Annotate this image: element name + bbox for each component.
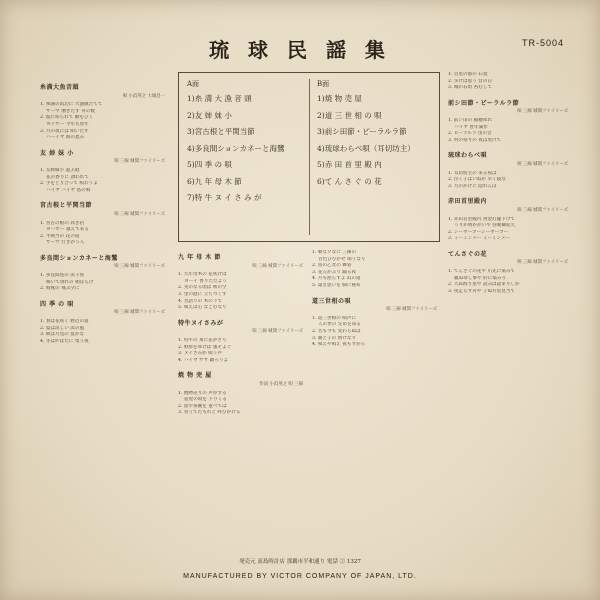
lyric-line: ヨーホー 越えて来る (40, 227, 89, 233)
lyric-line: 3. 夜走らす舟や 子ぬ方星見当て (448, 288, 516, 294)
lyric-line: 2. ピーラルラ 笛の音 (448, 131, 492, 137)
lyric-line: 1. 糸満の浜辺に 大漁旗たてて (40, 102, 103, 108)
section-gap (178, 312, 303, 316)
song-title: 友 姉 妹 小 (40, 149, 74, 157)
section-gap (40, 247, 165, 251)
track-b-1: 1)焼 物 売 屋 (317, 94, 362, 103)
song-title: 四 季 の 唄 (40, 300, 74, 308)
song-title: 九 年 母 木 節 (178, 254, 221, 261)
song-credit: 唄 三線 城間ファイリーズ (114, 159, 165, 165)
side-b-list (317, 79, 443, 190)
lyric-line: 1. てんさぐの花や 爪先に染みて (448, 269, 516, 275)
lyrics-column-3 (312, 250, 437, 545)
track-b-3: 3)前シ田節・ピーラルラ節 (317, 127, 407, 136)
section-gap (40, 194, 165, 198)
lyric-line: うりが明かがいや 弥勒御迎え (448, 223, 516, 229)
section-gap (178, 417, 303, 421)
lyric-line: 4. 昔語りの 木の下で (178, 298, 223, 304)
lyric-line: 2. 皿や茶碗を 並べては (178, 403, 227, 409)
catalog-number: TR-5004 (521, 38, 564, 48)
lyric-line: 鳴いて別れの 朝ぼらけ (40, 279, 94, 285)
lyric-line: 3. 買うてたもれと 呼びかける (178, 410, 241, 416)
lyric-line: 花の香りに 誘われて (40, 174, 89, 180)
lyric-line: 2. 島の乙女の 舞姿 (312, 263, 352, 269)
lyric-line: 3. 秋は月見の 宴かな (40, 332, 85, 338)
side-b-label: B面 (317, 80, 330, 88)
track-b-5: 5)赤 田 首 里 殿 内 (317, 160, 382, 169)
track-b-6: 6)て ん さ ぐ の 花 (317, 176, 382, 186)
lyric-line: 1. 九年母木の 花咲けば (178, 272, 227, 278)
section-gap (312, 349, 437, 353)
lyric-line: 2. 歩けば思う 昔の日 (448, 78, 493, 84)
side-a-list (187, 79, 313, 207)
lyric-line: ヨイサー 今年も豊年 (40, 121, 89, 127)
section-gap (312, 290, 437, 294)
song-title: 道三世相の唄 (312, 297, 352, 305)
song-title: 前シ田節・ピーラルラ節 (448, 99, 520, 107)
album-title: 琉 球 民 謡 集 (209, 38, 391, 62)
track-a-7: 7)特 牛 ヌ イ さ み が (187, 193, 262, 202)
song-credit: 唄 三線 城間ファイリーズ (517, 109, 568, 115)
song-title: 焼 物 売 屋 (178, 372, 212, 380)
lyric-line: 2. 昔も今も 変わらぬは (312, 328, 361, 334)
lyric-line: 2. 夏は涼しい 浜の風 (40, 325, 85, 331)
lyric-line: 1. 春は花咲く 野辺の道 (40, 319, 89, 325)
lyrics-column-4 (448, 72, 568, 545)
lyric-line: 3. 村の祭りの 夜は更けて (448, 137, 502, 143)
lyric-line: 2. 手をとり合って 唄おうよ (40, 181, 98, 187)
song-title: 赤田首里殿内 (448, 198, 488, 206)
lyric-line: 2. 泣く子はいねが 早く寝な (448, 177, 506, 183)
lyric-line: 5. 唄えば心 なごむなり (178, 305, 227, 311)
lyrics-column-2 (178, 250, 303, 545)
lyric-line: 3. 月のかげに 隠れんぼ (448, 183, 497, 189)
track-a-4: 4)多良間ションカネーと海鷺 (187, 143, 285, 153)
lyric-line: 1. 耳切坊主の 来る夜は (448, 170, 497, 176)
lyric-line: サーサ 行きかう人 (40, 240, 85, 246)
lyric-line: 1. 朝な夕なに 三線の (312, 250, 357, 255)
song-credit: 唄 三線 城間ファイリーズ (517, 260, 568, 266)
song-credit: 唄 小浜英之 大城昌一 (122, 93, 165, 99)
song-credit: 唄 三線 城間ファイリーズ (114, 211, 165, 217)
song-title: てんさぐの花 (448, 250, 488, 258)
section-gap (448, 243, 568, 247)
lyric-line: 人の世の 定めを知る (312, 322, 361, 328)
lyric-line: サーサ 漕ぎだす 舟の数 (40, 108, 95, 114)
track-a-1: 1)糸 満 大 漁 音 頭 (187, 94, 252, 103)
track-a-2: 2)友 姉 妹 小 (187, 110, 232, 120)
track-b-4: 4)琉球わらべ唄（耳切坊主） (317, 143, 415, 153)
lyric-line: 2. 海鷺の 飛ぶ空に (40, 286, 80, 292)
lyric-line: 2. 平関当の 花の道 (40, 233, 80, 239)
lyric-line: 3. ミーミンメー ミーミンメー (448, 236, 511, 242)
song-credit: 作詞 小浜英之 唄 三線 (259, 381, 303, 387)
publisher-info: 発売元 髙島時計店 那覇市平和通り 電話 ② 1327 (239, 559, 361, 565)
lyric-line: 1. 焼物売りの 声がする (178, 390, 227, 396)
section-gap (178, 364, 303, 368)
lyric-line: 2. シーヤープーシーヤープー (448, 229, 509, 235)
lyric-line: 3. 月の夜には 唄いだす (40, 128, 89, 134)
lyric-line: 1. 前シ田の 稲穂ゆれ (448, 117, 493, 123)
song-credit: 唄 三線 城間ファイリーズ (517, 161, 568, 167)
section-gap (448, 144, 568, 148)
manufacturer-credit: MANUFACTURED BY VICTOR COMPANY OF JAPAN, LTD. (183, 573, 417, 580)
song-credit: 唄 三線 城間ファイリーズ (114, 310, 165, 316)
lyric-line: 4. 冬は炉ばたに 集う夜 (40, 338, 89, 344)
song-credit: 唄 三線 城間ファイリーズ (114, 264, 165, 270)
section-gap (40, 142, 165, 146)
song-title: 琉球わらべ唄 (448, 152, 488, 160)
lyrics-column-1 (40, 80, 165, 545)
song-title: 多良間ションカネーと海鷺 (40, 254, 118, 262)
lyric-line: 1. 特牛の 角に花かざり (178, 337, 227, 343)
lyric-line: 3. 城の石垣 苔むして (448, 85, 493, 91)
lyric-line: 5. 遠き思いを 胸に秘め (312, 282, 361, 288)
lyric-line: 2. 天ぬ群り星や 読みば読まりしが (448, 282, 520, 288)
lyric-line: 4. ハイヤ ササ 踊ろうよ (178, 357, 229, 363)
section-gap (448, 190, 568, 194)
lyric-line: 壺屋の坂を 下りくる (178, 397, 227, 403)
song-title: 糸満大魚音頭 (40, 84, 80, 91)
section-gap (448, 92, 568, 96)
track-a-3: 3)宮古根と平関当節 (187, 127, 255, 136)
lyric-line: 音色ひびかせ 唄うなり (312, 256, 366, 262)
side-a-label: A面 (187, 80, 200, 88)
lyric-line: 4. 月も照らすよ 浜の道 (312, 276, 361, 282)
track-b-2: 2)道 三 世 相 の 唄 (317, 110, 382, 120)
lyric-line: 1. 赤田首里殿内 黄金灯籠下げて (448, 216, 516, 222)
lyric-line: 1. 多良間島の 浜千鳥 (40, 273, 85, 279)
song-title: 特牛ヌイさみが (178, 319, 224, 327)
lyric-line: 1. 首里の都の 石畳 (448, 72, 488, 77)
section-gap (40, 293, 165, 297)
lyric-line: ハイヤ ハイヤ 島の唄 (40, 187, 91, 193)
lyric-line: 3. 花笠かぶり 踊る夜 (312, 269, 357, 275)
lyric-line: ヨーイ 香りただよう (178, 278, 227, 284)
lyric-line: 1. 道三世相の 唄声に (312, 315, 357, 321)
lyric-line: 3. ヌイさみが 唄う声 (178, 351, 222, 357)
section-gap (40, 345, 165, 349)
lyric-line: 4. 唄えや唄え 夜もすがら (312, 342, 366, 348)
lyric-line: 1. 友姉妹小 遊ぶ庭 (40, 167, 80, 173)
lyric-line: 1. 宮古の根の 高き岩 (40, 220, 85, 226)
lyric-line: 3. 親と子の 情けなり (312, 335, 357, 341)
track-a-6: 6)九 年 母 木 節 (187, 176, 242, 186)
song-title: 宮古根と平関当節 (40, 202, 93, 210)
lyric-line: 2. 波にゆられて 網をひく (40, 115, 94, 121)
lyric-line: 2. 野原をゆけば 風そよぐ (178, 344, 232, 350)
song-credit: 唄 三線 城間ファイリーズ (252, 329, 303, 335)
song-credit: 唄 三線 城間ファイリーズ (386, 307, 437, 313)
song-credit: 唄 三線 城間ファイリーズ (517, 207, 568, 213)
track-a-5: 5)四 季 の 唄 (187, 160, 232, 169)
lyric-line: ハイヤ 豊年満作 (448, 124, 488, 130)
lyric-line: 2. 実のなる頃は 秋の空 (178, 285, 227, 291)
section-gap (448, 295, 568, 299)
tracklist-box (178, 72, 440, 242)
lyric-line: 3. 里の庭に 立ちつくす (178, 291, 227, 297)
song-credit: 唄 三線 城間ファイリーズ (252, 263, 303, 269)
lyric-line: ハーイヤ 海の恵み (40, 135, 85, 141)
lyric-line: 親ぬゆし事や 肝に染みり (448, 275, 507, 281)
